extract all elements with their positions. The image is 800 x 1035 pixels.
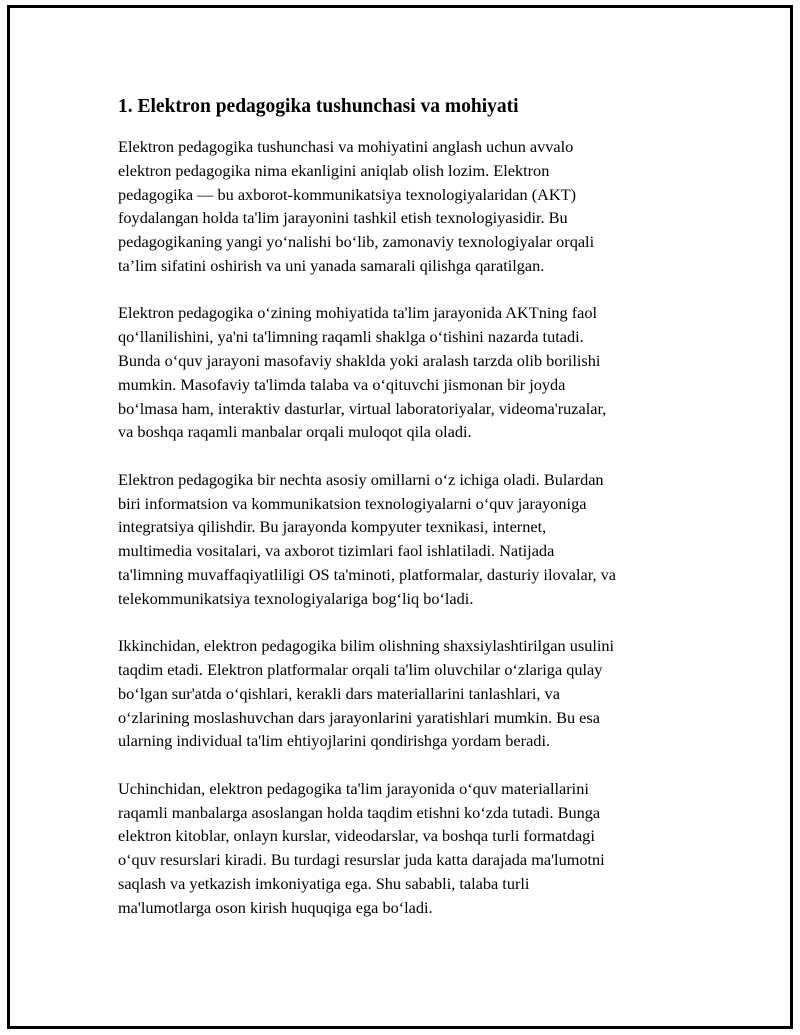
text-line: mumkin. Masofaviy ta'limda talaba va oʻqituvchi jismonan bir joyda bbox=[118, 374, 566, 394]
text-line: raqamli manbalarga asoslangan holda taqdim etishni koʻzda tutadi. Bunga bbox=[118, 802, 601, 822]
text-line: ma'lumotlarga oson kirish huquqiga ega boʻladi. bbox=[118, 897, 433, 917]
text-line: pedagogika — bu axborot-kommunikatsiya texnologiyalaridan (AKT) bbox=[118, 184, 577, 204]
text-line: pedagogikaning yangi yoʻnalishi boʻlib, zamonaviy texnologiyalar orqali bbox=[118, 232, 595, 252]
text-line: Ikkinchidan, elektron pedagogika bilim olishning shaxsiylashtirilgan usulini bbox=[118, 636, 615, 656]
paragraph-3 bbox=[118, 468, 688, 611]
text-line: telekommunikatsiya texnologiyalariga bogʻliq boʻladi. bbox=[118, 588, 474, 608]
text-line: biri informatsion va kommunikatsion texnologiyalarni oʻquv jarayoniga bbox=[118, 493, 587, 513]
paragraph-4 bbox=[118, 634, 688, 753]
text-line: taqdim etadi. Elektron platformalar orqali ta'lim oluvchilar oʻzlariga qulay bbox=[118, 659, 603, 679]
text-line: Elektron pedagogika oʻzining mohiyatida ta'lim jarayonida AKTning faol bbox=[118, 303, 598, 323]
text-line: multimedia vositalari, va axborot tizimlari faol ishlatiladi. Natijada bbox=[118, 541, 555, 561]
text-line: Elektron pedagogika tushunchasi va mohiyatini anglash uchun avvalo bbox=[118, 137, 574, 156]
text-line: elektron kitoblar, onlayn kurslar, videodarslar, va boshqa turli formatdagi bbox=[118, 826, 595, 846]
text-line: foydalangan holda ta'lim jarayonini tashkil etish texnologiyasidir. Bu bbox=[118, 208, 568, 228]
text-line: Uchinchidan, elektron pedagogika ta'lim jarayonida oʻquv materiallarini bbox=[118, 778, 589, 798]
text-line: boʻlgan sur'atda oʻqishlari, kerakli dars materiallarini tanlashlari, va bbox=[118, 683, 560, 703]
text-line: ta’lim sifatini oshirish va uni yanada samarali qilishga qaratilgan. bbox=[118, 255, 545, 275]
text-line: Elektron pedagogika bir nechta asosiy omillarni oʻz ichiga oladi. Bulardan bbox=[118, 469, 604, 489]
text-line: Bunda oʻquv jarayoni masofaviy shaklda yoki aralash tarzda olib borilishi bbox=[118, 350, 601, 370]
text-line: boʻlmasa ham, interaktiv dasturlar, virtual laboratoriyalar, videoma'ruzalar, bbox=[118, 398, 607, 418]
text-line: qoʻllanilishini, ya'ni ta'limning raqamli shaklga oʻtishini nazarda tutadi. bbox=[118, 327, 584, 347]
paragraph-2 bbox=[118, 301, 688, 444]
paragraph-1 bbox=[118, 135, 688, 278]
section-heading: 1. Elektron pedagogika tushunchasi va mohiyati bbox=[118, 96, 519, 117]
text-line: va boshqa raqamli manbalar orqali muloqot qila oladi. bbox=[118, 422, 472, 442]
text-line: ularning individual ta'lim ehtiyojlarini qondirishga yordam beradi. bbox=[118, 731, 551, 751]
text-line: oʻzlarining moslashuvchan dars jarayonlarini yaratishlari mumkin. Bu esa bbox=[118, 707, 600, 727]
paragraph-5 bbox=[118, 777, 688, 920]
text-line: saqlash va yetkazish imkoniyatiga ega. Shu sababli, talaba turli bbox=[118, 873, 530, 893]
text-line: elektron pedagogika nima ekanligini aniqlab olish lozim. Elektron bbox=[118, 160, 550, 180]
text-line: oʻquv resurslari kiradi. Bu turdagi resurslar juda katta darajada ma'lumotni bbox=[118, 850, 605, 870]
text-line: integratsiya qilishdir. Bu jarayonda kompyuter texnikasi, internet, bbox=[118, 517, 547, 537]
document-body bbox=[118, 94, 688, 943]
text-line: ta'limning muvaffaqiyatliligi OS ta'minoti, platformalar, dasturiy ilovalar, va bbox=[118, 564, 617, 584]
